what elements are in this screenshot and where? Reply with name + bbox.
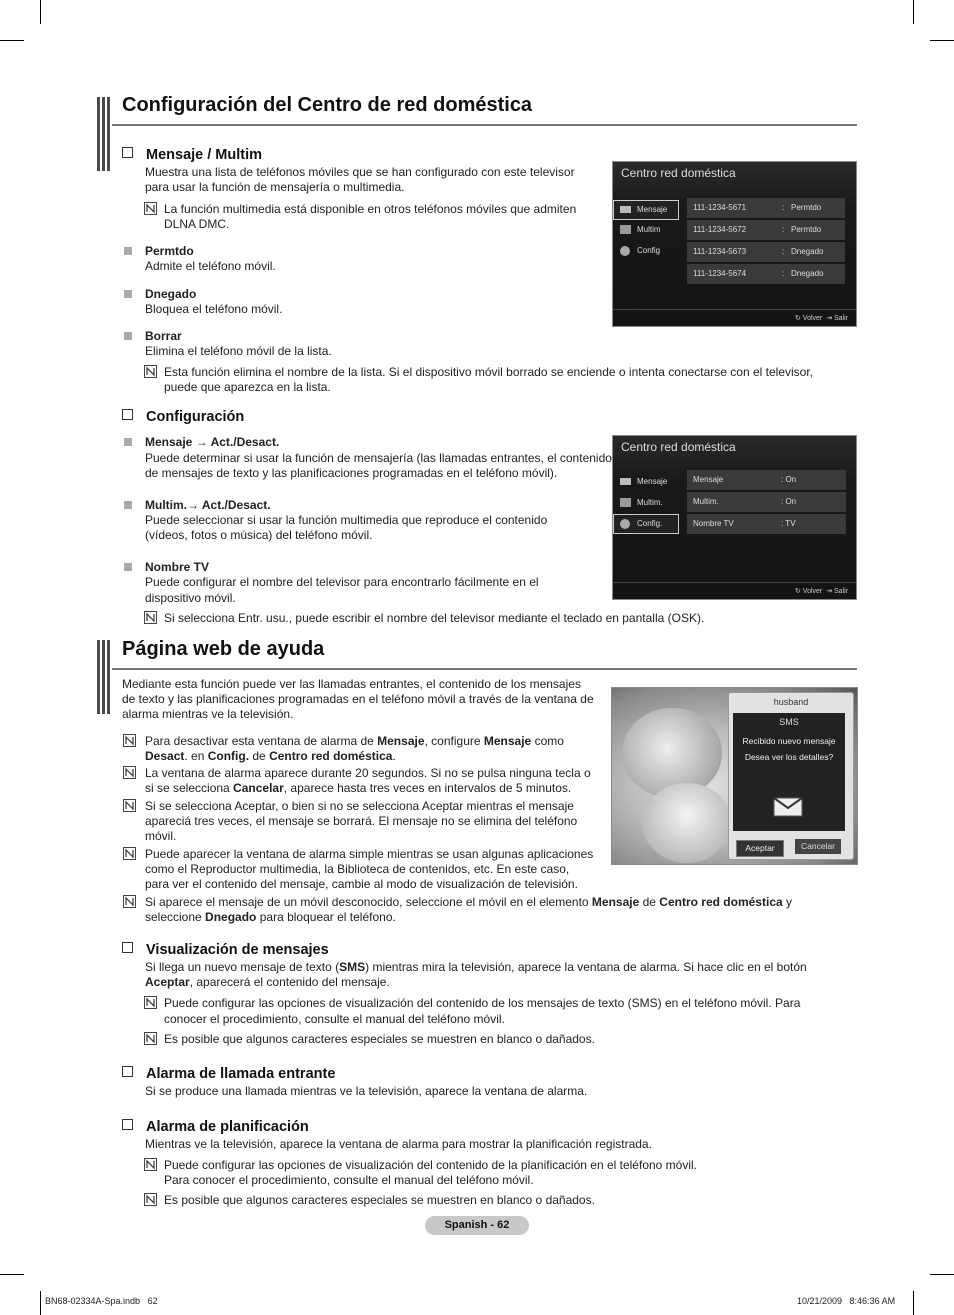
section-title: Página web de ayuda — [122, 638, 325, 660]
subsection-heading: Visualización de mensajes — [122, 942, 329, 958]
alarm-line: Recibido nuevo mensaje — [742, 736, 836, 746]
note-icon — [123, 799, 136, 812]
print-footer-file: BN68-02334A-Spa.indb 62 — [45, 1296, 158, 1306]
note-icon — [123, 734, 136, 747]
item-desc: dispositivo móvil. — [145, 591, 236, 605]
note-text: Para conocer el procedimiento, consulte el manual del teléfono móvil. — [164, 1173, 534, 1187]
crop-mark — [913, 1291, 914, 1315]
item-desc: (vídeos, fotos o música) del teléfono móvil. — [145, 528, 373, 542]
page-number: Spanish - 62 — [425, 1216, 529, 1235]
section-title: Configuración del Centro de red doméstica — [122, 94, 533, 116]
crop-mark — [40, 1291, 41, 1315]
phone-row[interactable]: 111-1234-5673 : Dnegado — [687, 242, 845, 262]
note-text: DLNA DMC. — [164, 217, 230, 231]
item-label: Nombre TV — [145, 560, 210, 574]
note-icon — [123, 766, 136, 779]
alarm-line: Desea ver los detalles? — [744, 752, 834, 762]
section-rule — [112, 124, 857, 126]
note-text: La ventana de alarma aparece durante 20 segundos. Si no se pulsa ninguna tecla o — [145, 766, 591, 780]
note-text: Puede configurar las opciones de visualización del contenido de los mensajes de texto (SMS) en el teléfono móvil. Para — [164, 996, 801, 1010]
desc-line: Aceptar, aparecerá el contenido del mensaje. — [145, 975, 390, 989]
note-text: Desact. en Config. de Centro red doméstica. — [145, 749, 396, 763]
note-text: La función multimedia está disponible en otros teléfonos móviles que admiten — [164, 202, 577, 216]
return-icon: ↻ — [794, 315, 801, 322]
item-desc: de mensajes de texto y las planificaciones programadas en el teléfono móvil). — [145, 466, 558, 480]
bullet-square — [124, 438, 132, 446]
crop-mark — [40, 0, 41, 24]
item-desc: Puede determinar si usar la función de mensajería (las llamadas entrantes, el contenido — [145, 451, 612, 465]
menu-item-config[interactable]: Config — [614, 242, 678, 260]
note-text: móvil. — [145, 829, 177, 843]
envelope-icon — [620, 478, 631, 485]
exit-icon: ⇥ — [826, 315, 833, 322]
envelope-icon — [620, 206, 631, 213]
note-text: conocer el procedimiento, consulte el manual del teléfono móvil. — [164, 1012, 505, 1026]
note-text: Es posible que algunos caracteres especiales se muestren en blanco o dañados. — [164, 1193, 595, 1207]
note-text: para ver el contenido del mensaje, cambie al modo de visualización de televisión. — [145, 877, 578, 891]
bullet-square — [124, 290, 132, 298]
tv-screen-phone-list — [612, 161, 857, 327]
note-icon — [144, 1193, 157, 1206]
item-label: Mensaje → Act./Desact. — [145, 435, 280, 449]
item-label: Dnegado — [145, 287, 197, 301]
bullet-square — [124, 501, 132, 509]
item-desc: Elimina el teléfono móvil de la lista. — [145, 344, 332, 358]
print-footer-date: 10/21/2009 8:46:36 AM — [797, 1296, 896, 1306]
screen-title: Centro red doméstica — [621, 166, 736, 180]
alarm-sender: husband — [773, 697, 809, 707]
desc-line: Mientras ve la televisión, aparece la ventana de alarma para mostrar la planificación registrada. — [145, 1137, 652, 1151]
phone-row[interactable]: 111-1234-5672 : Permtdo — [687, 220, 845, 240]
back-button[interactable]: Volver — [802, 588, 823, 595]
desc-line: Si se produce una llamada mientras ve la televisión, aparece la ventana de alarma. — [145, 1084, 588, 1098]
bullet-square — [124, 563, 132, 571]
item-desc: Admite el teléfono móvil. — [145, 259, 276, 273]
note-text: puede que aparezca en la lista. — [164, 380, 331, 394]
menu-item-multim[interactable]: Multim. — [614, 494, 678, 512]
note-text: Para desactivar esta ventana de alarma de Mensaje, configure Mensaje como — [145, 734, 564, 748]
alarm-body — [733, 713, 845, 831]
note-text: Si aparece el mensaje de un móvil desconocido, seleccione el móvil en el elemento Mensaje de Centro red doméstica y — [145, 895, 793, 909]
crop-mark — [913, 0, 914, 24]
subsection-heading: Alarma de planificación — [122, 1119, 309, 1135]
exit-icon: ⇥ — [826, 588, 833, 595]
note-text: Puede configurar las opciones de visualización del contenido de la planificación en el teléfono móvil. — [164, 1158, 698, 1172]
note-icon — [144, 1032, 157, 1045]
bullet-square — [124, 247, 132, 255]
note-text: Si se selecciona Aceptar, o bien si no se selecciona Aceptar mientras el mensaje — [145, 799, 574, 813]
item-desc: Puede configurar el nombre del televisor para encontrarlo fácilmente en el — [145, 575, 539, 589]
screen-footer — [795, 587, 848, 595]
note-icon — [123, 895, 136, 908]
phone-row[interactable]: 111-1234-5671 : Permtdo — [687, 198, 845, 218]
media-icon — [620, 225, 631, 234]
note-text: Es posible que algunos caracteres especiales se muestren en blanco o dañados. — [164, 1032, 595, 1046]
desc-line: Muestra una lista de teléfonos móviles que se han configurado con este televisor — [145, 165, 575, 179]
back-button[interactable]: Volver — [802, 315, 823, 322]
polar-bear-image — [642, 783, 732, 863]
subsection-heading: Mensaje / Multim — [122, 147, 262, 163]
subsection-heading: Alarma de llamada entrante — [122, 1066, 335, 1082]
alarm-type: SMS — [779, 717, 799, 727]
crop-mark — [0, 1274, 24, 1275]
intro-line: alarma mientras ve la televisión. — [122, 707, 294, 721]
exit-button[interactable]: Salir — [833, 588, 848, 595]
exit-button[interactable]: Salir — [833, 315, 848, 322]
subsection-heading: Configuración — [122, 409, 244, 425]
crop-mark — [930, 40, 954, 41]
screen-footer — [795, 314, 848, 322]
item-desc: Bloquea el teléfono móvil. — [145, 302, 283, 316]
item-label: Borrar — [145, 329, 182, 343]
section-rule — [112, 668, 857, 670]
note-icon — [144, 365, 157, 378]
intro-line: Mediante esta función puede ver las llamadas entrantes, el contenido de los mensajes — [122, 677, 581, 691]
bullet-square — [124, 332, 132, 340]
cancel-button[interactable]: Cancelar — [795, 839, 841, 854]
note-text: apareciá tres veces, el mensaje se borrará. El mensaje no se elimina del teléfono — [145, 814, 578, 828]
desc-line: para usar la función de mensajería o multimedia. — [145, 180, 405, 194]
item-label: Multim.→ Act./Desact. — [145, 498, 271, 512]
crop-mark — [0, 40, 24, 41]
crop-mark — [930, 1274, 954, 1275]
setting-row[interactable]: Multim. : On — [687, 492, 846, 512]
alarm-popup — [728, 692, 854, 860]
setting-row[interactable]: Nombre TV : TV — [687, 514, 846, 534]
note-icon — [144, 996, 157, 1009]
item-label: Permtdo — [145, 244, 194, 258]
screen-title: Centro red doméstica — [621, 440, 736, 454]
note-text: Si selecciona Entr. usu., puede escribir el nombre del televisor mediante el teclado en pantalla (OSK). — [164, 611, 705, 625]
phone-row[interactable]: 111-1234-5674 : Dnegado — [687, 264, 845, 284]
menu-item-mensaje[interactable]: Mensaje — [613, 200, 679, 220]
return-icon: ↻ — [794, 588, 801, 595]
gear-icon — [620, 246, 630, 256]
note-text: Esta función elimina el nombre de la lista. Si el dispositivo móvil borrado se enciende o intenta conectarse con el televisor, — [164, 365, 814, 379]
item-desc: Puede seleccionar si usar la función multimedia que reproduce el contenido — [145, 513, 548, 527]
setting-row[interactable]: Mensaje : On — [687, 470, 846, 490]
note-icon — [144, 611, 157, 624]
menu-item-multim[interactable]: Multim — [614, 221, 678, 239]
menu-item-config[interactable]: Config. — [613, 514, 679, 534]
note-text: Puede aparecer la ventana de alarma simple mientras se usan algunas aplicaciones — [145, 847, 594, 861]
note-text: si se selecciona Cancelar, aparece hasta tres veces en intervalos de 5 minutos. — [145, 781, 572, 795]
envelope-icon — [773, 797, 803, 817]
menu-item-mensaje[interactable]: Mensaje — [614, 473, 678, 491]
tv-screen-settings — [612, 435, 857, 600]
note-icon — [123, 847, 136, 860]
media-icon — [620, 498, 631, 507]
note-text: seleccione Dnegado para bloquear el teléfono. — [145, 910, 396, 924]
note-icon — [144, 1158, 157, 1171]
note-icon — [144, 202, 157, 215]
intro-line: de texto y las planificaciones programadas en el teléfono móvil a través de la ventana de — [122, 692, 594, 706]
alarm-screen-illustration — [611, 687, 858, 865]
accept-button[interactable]: Aceptar — [736, 840, 784, 857]
gear-icon — [620, 519, 630, 529]
desc-line: Si llega un nuevo mensaje de texto (SMS) mientras mira la televisión, aparece la ventana de alarma. Si hace clic en el botón — [145, 960, 807, 974]
note-text: como el Reproductor multimedia, la Biblioteca de contenidos, etc. En este caso, — [145, 862, 570, 876]
